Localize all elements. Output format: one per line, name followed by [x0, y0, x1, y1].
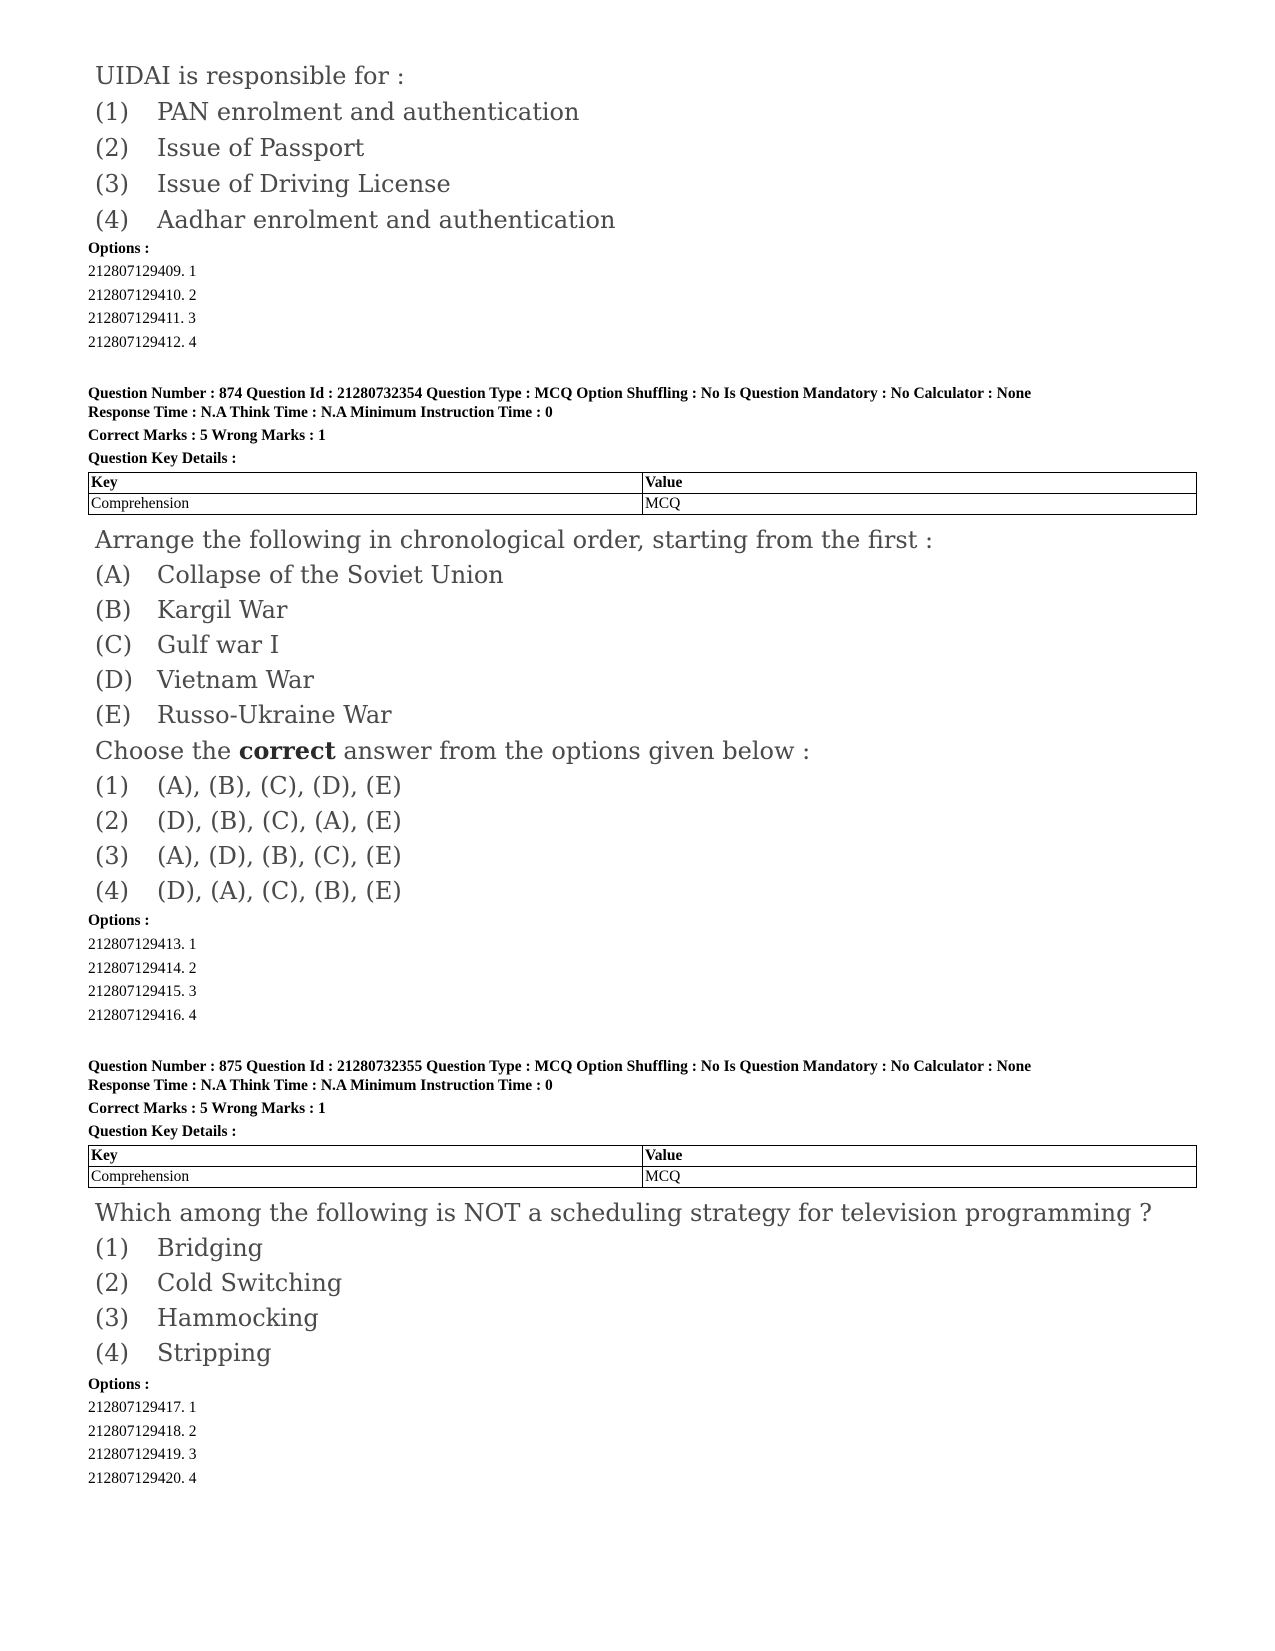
choose-instruction: Choose the correct answer from the options given below :: [95, 736, 811, 765]
options-label: Options :: [88, 1376, 150, 1393]
table-cell: MCQ: [643, 494, 1197, 515]
options-list: [88, 1396, 197, 1490]
key-details-label: Question Key Details :: [88, 450, 237, 467]
option-id: 212807129416. 4: [88, 1006, 197, 1024]
option-id: 212807129415. 3: [88, 983, 197, 1000]
option-id: 212807129418. 2: [88, 1422, 197, 1440]
question-meta-line: Response Time : N.A Think Time : N.A Minimum Instruction Time : 0: [88, 404, 553, 421]
answer-choice: (3) (A), (D), (B), (C), (E): [95, 842, 402, 870]
answer-choice: (4) Aadhar enrolment and authentication: [95, 206, 616, 234]
question-873-image: [95, 58, 615, 238]
marks-line: Correct Marks : 5 Wrong Marks : 1: [88, 427, 326, 444]
option-id: 212807129409. 1: [88, 263, 197, 280]
question-meta-line: Response Time : N.A Think Time : N.A Minimum Instruction Time : 0: [88, 1077, 553, 1094]
table-header-row: [89, 1146, 1197, 1167]
answer-choice: (4) (D), (A), (C), (B), (E): [95, 877, 402, 905]
question-meta-line: Question Number : 875 Question Id : 21280732355 Question Type : MCQ Option Shuffling : No Is Question Mandatory : No Calculator : None: [88, 1058, 1032, 1075]
answer-choice: (2) Cold Switching: [95, 1269, 343, 1297]
question-stem: Arrange the following in chronological order, starting from the first :: [95, 526, 934, 554]
question-meta: [88, 1057, 1031, 1095]
table-header-cell: Key: [89, 473, 643, 494]
answer-choice: (2) (D), (B), (C), (A), (E): [95, 807, 402, 835]
option-id: 212807129412. 4: [88, 333, 197, 351]
question-meta-line: Question Number : 874 Question Id : 21280732354 Question Type : MCQ Option Shuffling : No Is Question Mandatory : No Calculator : None: [88, 385, 1032, 402]
table-row: [89, 494, 1197, 515]
options-label: Options :: [88, 240, 150, 257]
table-row: [89, 1167, 1197, 1188]
option-id: 212807129420. 4: [88, 1469, 197, 1487]
answer-choice: (4) Stripping: [95, 1339, 272, 1367]
answer-choice: (3) Issue of Driving License: [95, 170, 451, 198]
key-details-table: [88, 472, 1197, 515]
question-874-image: [95, 523, 933, 909]
table-header-row: [89, 473, 1197, 494]
list-item: (D) Vietnam War: [95, 666, 314, 694]
list-item: (C) Gulf war I: [95, 631, 280, 659]
table-header-cell: Value: [643, 1146, 1197, 1167]
question-meta: [88, 384, 1031, 422]
answer-choice: (1) PAN enrolment and authentication: [95, 98, 580, 126]
question-875-image: [95, 1196, 1152, 1371]
option-id: 212807129413. 1: [88, 936, 197, 953]
answer-choice: (1) (A), (B), (C), (D), (E): [95, 772, 402, 800]
option-id: 212807129417. 1: [88, 1399, 197, 1416]
question-stem: Which among the following is NOT a scheduling strategy for television programming ?: [95, 1199, 1152, 1227]
table-cell: Comprehension: [89, 1167, 643, 1188]
option-id: 212807129411. 3: [88, 310, 196, 327]
option-id: 212807129419. 3: [88, 1446, 197, 1463]
table-cell: MCQ: [643, 1167, 1197, 1188]
answer-choice: (3) Hammocking: [95, 1304, 319, 1332]
list-item: (A) Collapse of the Soviet Union: [95, 561, 504, 589]
answer-choice: (1) Bridging: [95, 1234, 264, 1262]
key-details-label: Question Key Details :: [88, 1123, 237, 1140]
answer-choice: (2) Issue of Passport: [95, 134, 365, 162]
question-stem: UIDAI is responsible for :: [95, 62, 405, 90]
table-header-cell: Value: [643, 473, 1197, 494]
list-item: (B) Kargil War: [95, 596, 288, 624]
options-list: [88, 260, 197, 354]
options-label: Options :: [88, 912, 150, 929]
list-item: (E) Russo-Ukraine War: [95, 701, 392, 729]
table-header-cell: Key: [89, 1146, 643, 1167]
option-id: 212807129414. 2: [88, 959, 197, 977]
options-list: [88, 933, 197, 1027]
marks-line: Correct Marks : 5 Wrong Marks : 1: [88, 1100, 326, 1117]
option-id: 212807129410. 2: [88, 286, 197, 304]
key-details-table: [88, 1145, 1197, 1188]
table-cell: Comprehension: [89, 494, 643, 515]
